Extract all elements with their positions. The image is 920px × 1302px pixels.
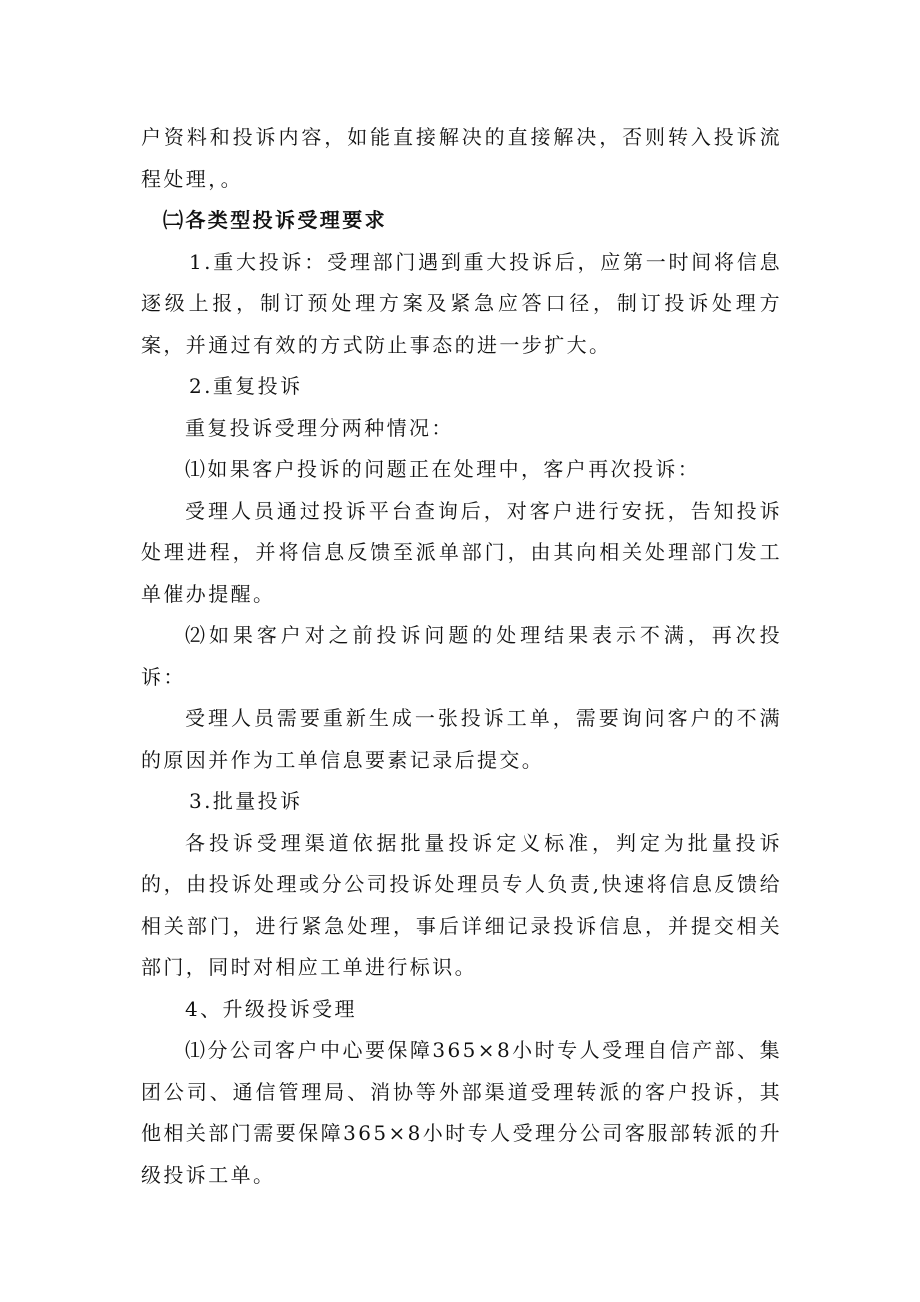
subheading-repeat-complaint: 2.重复投诉 [189,374,303,398]
paragraph-batch-detail: 各投诉受理渠道依据批量投诉定义标准，判定为批量投诉的，由投诉处理或分公司投诉处理员专人负责,快速将信息反馈给相关部门，进行紧急处理，事后详细记录投诉信息，并提交相关部门，同时对相应工单进行标识。 [141,830,782,979]
paragraph-escalated-detail: ⑴分公司客户中心要保障365×8小时专人受理自信产部、集团公司、通信管理局、消协等外部渠道受理转派的客户投诉，其他相关部门需要保障365×8小时专人受理分公司客服部转派的升级投诉工单。 [141,1038,782,1187]
paragraph-case-2: ⑵如果客户对之前投诉问题的处理结果表示不满，再次投诉： [141,623,782,689]
paragraph-continued: 户资料和投诉内容，如能直接解决的直接解决，否则转入投诉流程处理，。 [141,125,782,191]
subheading-escalated-complaint: 4、升级投诉受理 [185,996,357,1021]
paragraph-case-1: ⑴如果客户投诉的问题正在处理中，客户再次投诉： [185,457,701,481]
paragraph-case-1-detail: 受理人员通过投诉平台查询后，对客户进行安抚，告知投诉处理进程，并将信息反馈至派单部门，由其向相关处理部门发工单催办提醒。 [141,498,782,606]
paragraph-repeat-intro: 重复投诉受理分两种情况： [185,415,454,440]
subheading-batch-complaint: 3.批量投诉 [189,789,303,813]
paragraph-case-2-detail: 受理人员需要重新生成一张投诉工单，需要询问客户的不满的原因并作为工单信息要素记录后提交。 [141,706,782,772]
paragraph-major-complaint: 1.重大投诉：受理部门遇到重大投诉后，应第一时间将信息逐级上报，制订预处理方案及紧急应答口径，制订投诉处理方案，并通过有效的方式防止事态的进一步扩大。 [141,249,782,357]
section-heading: ㈡各类型投诉受理要求 [163,208,387,232]
